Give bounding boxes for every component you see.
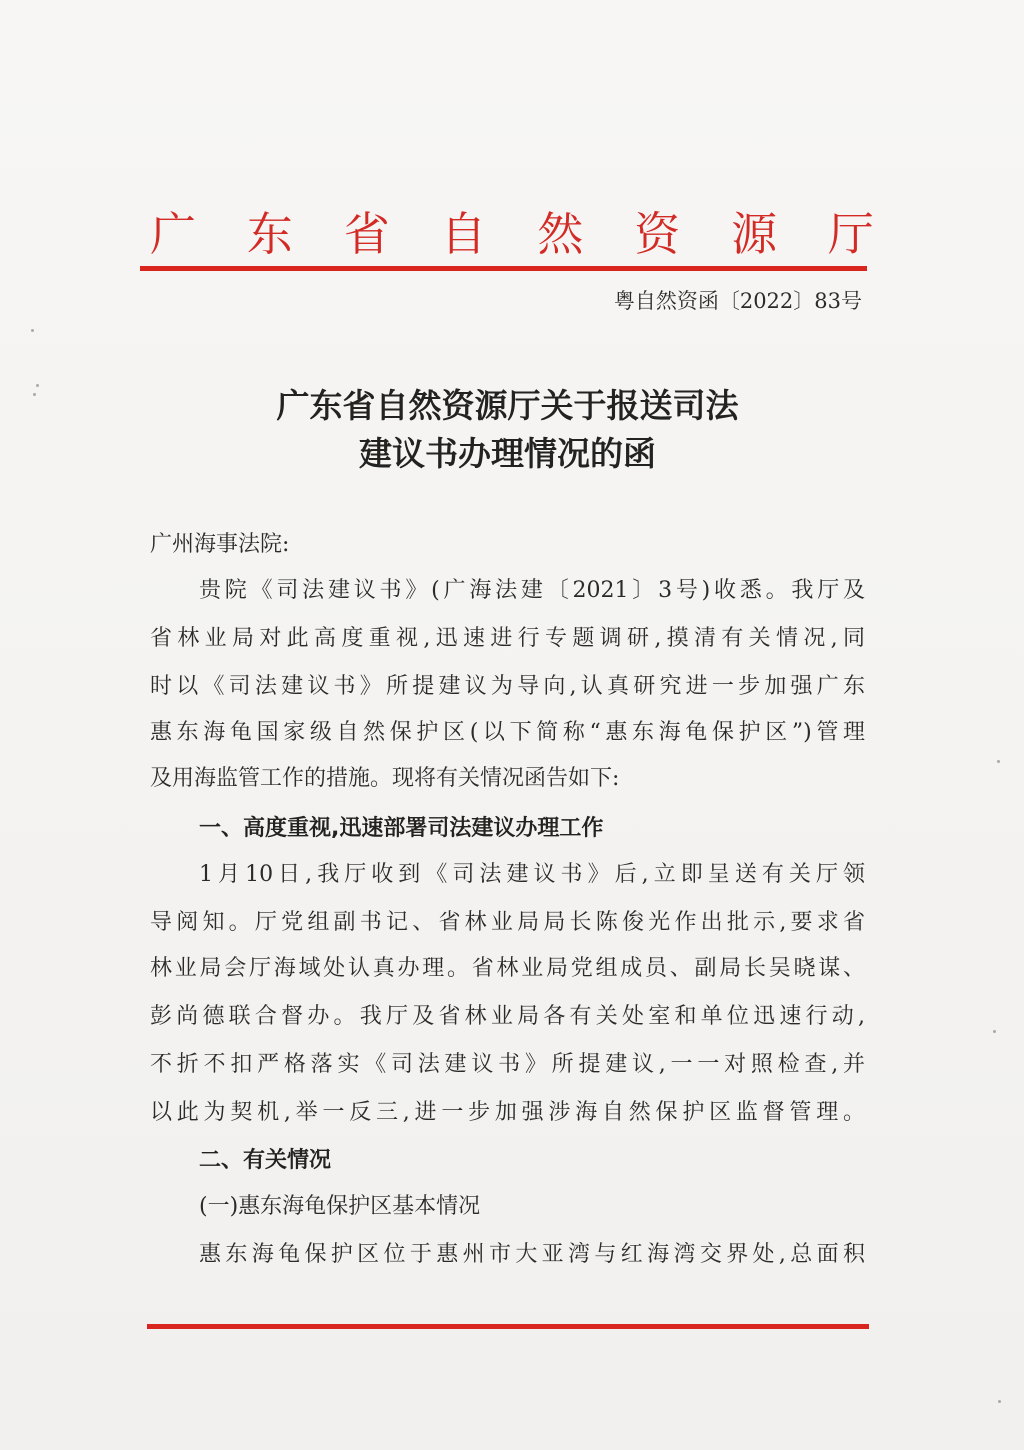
scan-speck: [36, 384, 39, 387]
scan-speck: [33, 393, 36, 396]
body-line: 省林业局对此高度重视,迅速进行专题调研,摸清有关情况,同: [150, 626, 865, 651]
letterhead-char: 源: [731, 207, 778, 261]
body-line: 林业局会厅海域处认真办理。省林业局党组成员、副局长吴晓谋、: [150, 956, 865, 981]
scan-speck: [993, 1030, 996, 1033]
body-line: 1月10日,我厅收到《司法建议书》后,立即呈送有关厅领: [199, 862, 865, 887]
section-heading-2: 二、有关情况: [199, 1148, 332, 1173]
footer-red-rule: [147, 1324, 869, 1329]
scan-speck: [998, 1400, 1001, 1403]
letterhead-char: 东: [246, 207, 293, 261]
body-line: 彭尚德联合督办。我厅及省林业局各有关处室和单位迅速行动,: [150, 1004, 865, 1029]
scan-speck: [31, 329, 34, 332]
document-title-line-2: 建议书办理情况的函: [359, 434, 656, 473]
letterhead-char: 省: [343, 207, 390, 261]
body-line: 不折不扣严格落实《司法建议书》所提建议,一一对照检查,并: [150, 1052, 865, 1077]
section-heading-1: 一、高度重视,迅速部署司法建议办理工作: [199, 816, 604, 841]
body-line: 以此为契机,举一反三,进一步加强涉海自然保护区监督管理。: [150, 1100, 865, 1125]
letterhead-char: 广: [150, 207, 196, 261]
letterhead-char: 然: [537, 207, 584, 261]
document-number: 粤自然资函〔2022〕83号: [613, 289, 862, 313]
body-line: 惠东海龟保护区位于惠州市大亚湾与红海湾交界处,总面积: [199, 1242, 865, 1267]
letterhead-red-rule: [140, 266, 867, 271]
letterhead-org-name: [150, 206, 874, 262]
document-title-line-1: 广东省自然资源厅关于报送司法: [276, 386, 739, 425]
body-line: 及用海监管工作的措施。现将有关情况函告如下:: [150, 766, 620, 791]
subsection-heading-1: (一)惠东海龟保护区基本情况: [199, 1194, 481, 1219]
letterhead-char: 资: [634, 207, 681, 261]
letterhead-char: 厅: [827, 207, 874, 261]
body-line: 导阅知。厅党组副书记、省林业局局长陈俊光作出批示,要求省: [150, 910, 865, 935]
scan-speck: [997, 760, 1000, 763]
salutation: 广州海事法院:: [150, 532, 290, 557]
letterhead-char: 自: [440, 207, 487, 261]
body-line: 时以《司法建议书》所提建议为导向,认真研究进一步加强广东: [150, 674, 865, 699]
body-line: 惠东海龟国家级自然保护区(以下简称“惠东海龟保护区”)管理: [150, 720, 865, 745]
body-line: 贵院《司法建议书》(广海法建〔2021〕3号)收悉。我厅及: [199, 578, 865, 603]
